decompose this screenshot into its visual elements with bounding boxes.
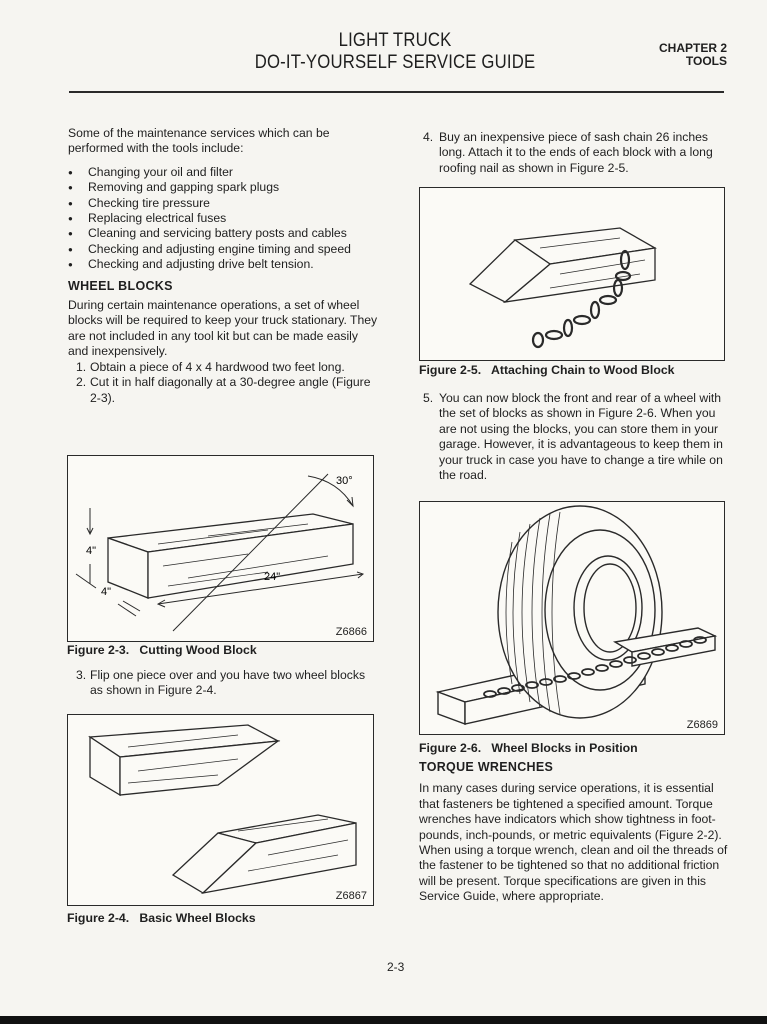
step-4: 4. Buy an inexpensive piece of sash chain 26 inches long. Attach it to the ends of each block with a long roofing nail as shown in Figure 2-5. bbox=[423, 130, 713, 175]
cutting-block-illustration bbox=[68, 456, 373, 641]
length-label: 24" bbox=[264, 571, 281, 583]
figure-2-4 bbox=[67, 714, 374, 906]
list-item: ● Checking tire pressure bbox=[68, 196, 378, 211]
figure-2-6-caption: Figure 2-6. Wheel Blocks in Position bbox=[419, 741, 638, 755]
left-column bbox=[68, 126, 378, 406]
list-item: ● Changing your oil and filter bbox=[68, 165, 378, 180]
figure-2-4-caption: Figure 2-4. Basic Wheel Blocks bbox=[67, 911, 256, 925]
list-item: ● Cleaning and servicing battery posts and cables bbox=[68, 226, 378, 241]
step-item: 2. Cut it in half diagonally at a 30-degree angle (Figure 2-3). bbox=[76, 375, 371, 405]
step-item: 1. Obtain a piece of 4 x 4 hardwood two feet long. bbox=[76, 359, 345, 374]
page-title bbox=[200, 30, 590, 74]
figure-2-5 bbox=[419, 187, 725, 361]
wheel-blocks-illustration bbox=[420, 502, 724, 734]
steps-list bbox=[68, 360, 378, 406]
figure-2-5-caption: Figure 2-5. Attaching Chain to Wood Block bbox=[419, 363, 675, 377]
scan-edge bbox=[0, 1016, 767, 1024]
step-3: 3. Flip one piece over and you have two wheel blocks as shown in Figure 2-4. bbox=[76, 668, 366, 698]
list-item: ● Removing and gapping spark plugs bbox=[68, 180, 378, 195]
height-label: 4" bbox=[86, 545, 97, 557]
section-heading-torque-wrenches: TORQUE WRENCHES bbox=[419, 760, 554, 774]
chapter-label bbox=[659, 42, 727, 68]
angle-label: 30° bbox=[336, 475, 353, 487]
page-number: 2-3 bbox=[387, 960, 405, 974]
service-list bbox=[68, 165, 378, 273]
figure-code: Z6869 bbox=[686, 719, 718, 731]
title-line-2: DO-IT-YOURSELF SERVICE GUIDE bbox=[254, 52, 536, 73]
width-label: 4" bbox=[101, 586, 112, 598]
step-5: 5. You can now block the front and rear of a wheel with the set of blocks as shown in Figure 2-6. When you are not using the blocks, you can store them in your garage. However, it is advantageous to keep them in your truck in case you have to change a tire while on the road. bbox=[423, 391, 723, 483]
list-item: ● Checking and adjusting drive belt tension. bbox=[68, 257, 378, 272]
figure-2-3-caption: Figure 2-3. Cutting Wood Block bbox=[67, 643, 257, 657]
list-item: ● Checking and adjusting engine timing and speed bbox=[68, 242, 378, 257]
figure-2-3 bbox=[67, 455, 374, 642]
list-item: ● Replacing electrical fuses bbox=[68, 211, 378, 226]
torque-section bbox=[419, 760, 729, 905]
title-line-1: LIGHT TRUCK bbox=[338, 30, 452, 51]
intro-paragraph: Some of the maintenance services which can be performed with the tools include: bbox=[68, 126, 330, 156]
wheel-blocks-paragraph: During certain maintenance operations, a set of wheel blocks will be required to keep your truck stationary. They are not included in any tool kit but can be made easily and inexpensively. bbox=[68, 298, 378, 359]
basic-blocks-illustration bbox=[68, 715, 373, 905]
figure-code: Z6867 bbox=[335, 890, 367, 902]
torque-paragraph: In many cases during service operations, it is essential that fasteners be tightened a specified amount. Torque wrenches have indicators which show tightness in foot-pounds, inch-pounds, or metric equivalents (Figure 2-2). When using a torque wrench, clean and oil the threads of the fastener to be tightened so that no additional friction will be present. Torque specifications are given in this Service Guide, where appropriate. bbox=[419, 781, 728, 904]
section-heading-wheel-blocks: WHEEL BLOCKS bbox=[68, 278, 173, 293]
chapter-number: CHAPTER 2 bbox=[658, 41, 727, 55]
figure-code: Z6866 bbox=[335, 626, 367, 638]
chapter-section: TOOLS bbox=[685, 54, 727, 68]
figure-2-6 bbox=[419, 501, 725, 735]
chain-block-illustration bbox=[420, 188, 724, 360]
header-rule bbox=[69, 91, 724, 93]
